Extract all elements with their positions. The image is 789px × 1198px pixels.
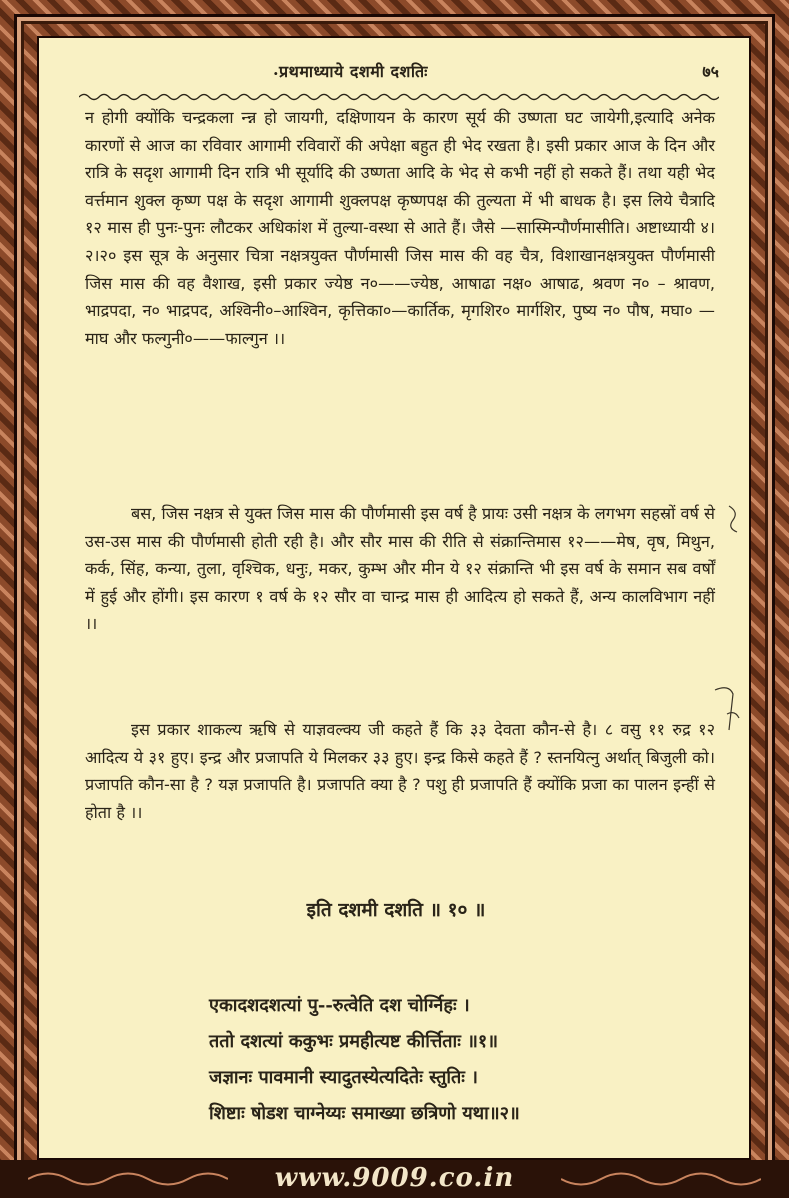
margin-pen-mark-1 xyxy=(725,504,743,534)
verse-line-1: एकादशदशत्यां पु--रुत्वेति दश चोर्ग्निहः । xyxy=(209,995,470,1016)
running-title: प्रथमाध्याये दशमी दशतिः xyxy=(279,62,428,81)
header-ornament-rule xyxy=(79,92,719,102)
section-colophon: इति दशमी दशति ॥ १० ॥ xyxy=(306,899,486,921)
header-dot: . xyxy=(273,60,279,79)
page-number: ७५ xyxy=(702,62,719,81)
page-header xyxy=(39,56,753,86)
paragraph-nakshatra-months: बस, जिस नक्षत्र से युक्त जिस मास की पौर्णमासी इस वर्ष है प्रायः उसी नक्षत्र के लगभग सहस्रों वर्ष से उस-उस मास की पौर्णमासी होती रही है। और सौर मास की रीति से संक्रान्तिमास १२——मेष, वृष, मिथुन, कर्क, सिंह, कन्या, तुला, वृश्चिक, धनुः, मकर, कुम्भ और मीन ये १२ संक्रान्ति भी इस वर्ष के समान सब वर्षों में हुई और होंगी। इस कारण १ वर्ष के १२ सौर वा चान्द्र मास ही आदित्य हो सकते हैं, अन्य कालविभाग नहीं ।। xyxy=(85,504,715,634)
margin-pen-mark-2 xyxy=(711,684,741,734)
verse-line-3: जज्ञानः पावमानी स्यादुतस्येत्यदितेः स्तुतिः । xyxy=(209,1067,479,1088)
paragraph-month-explanation: न होगी क्योंकि चन्द्रकला न्न्न हो जायगी, दक्षिणायन के कारण सूर्य की उष्णता घट जायेगी,इत्यादि अनेक कारणों से आज का रविवार आगामी रविवारों की अपेक्षा बहुत ही भेद रखता है। इसी प्रकार आज के दिन और रात्रि के सदृश आगामी दिन रात्रि भी सूर्यादि की उष्णता आदि के भेद से कभी नहीं हो सकते हैं। तथा यही भेद वर्त्तमान शुक्ल कृष्ण पक्ष के सदृश आगामी शुक्लपक्ष कृष्णपक्ष की तुल्यता में भी बाधक है। इस लिये चैत्रादि १२ मास ही पुनः-पुनः लौटकर अधिकांश में तुल्या-वस्था से आते हैं। जैसे —सास्मिन्पौर्णमासीति। अष्टाध्यायी ४।२।२० इस सूत्र के अनुसार चित्रा नक्षत्रयुक्त पौर्णमासी जिस मास की वह चैत्र, विशाखानक्षत्रयुक्त पौर्णमासी जिस मास की वह वैशाख, इसी प्रकार ज्येष्ठ न०——ज्येष्ठ, आषाढा नक्ष० आषाढ, श्रवण न० – श्रावण, भाद्रपदा, न० भाद्रपद, अश्विनी०–आश्विन, कृत्तिका०—कार्तिक, मृगशिर० मार्गशिर, पुष्य न० पौष, मघा० —माघ और फल्गुनी०——फाल्गुन ।। xyxy=(85,108,715,348)
verse-line-2: ततो दशत्यां ककुभः प्रमहीत्यष्ट कीर्त्तिताः ॥१॥ xyxy=(209,1031,499,1052)
book-page xyxy=(37,36,751,1160)
footer-swirl-right-ornament xyxy=(561,1168,761,1190)
footer-website-url: www.9009.co.in xyxy=(274,1163,515,1193)
verse-line-4: शिष्टाः षोडश चाग्नेय्यः समाख्या छत्रिणो यथा॥२॥ xyxy=(209,1103,520,1124)
paragraph-33-devatas: इस प्रकार शाकल्य ऋषि से याज्ञवल्क्य जी कहते हैं कि ३३ देवता कौन-से है। ८ वसु ११ रुद्र १२ आदित्य ये ३१ हुए। इन्द्र और प्रजापति ये मिलकर ३३ हुए। इन्द्र किसे कहते हैं ? स्तनयित्नु अर्थात् बिजुली को। प्रजापति कौन-सा है ? यज्ञ प्रजापति है। प्रजापति क्या है ? पशु ही प्रजापति हैं क्योंकि प्रजा का पालन इन्हीं से होता है ।। xyxy=(85,720,715,822)
